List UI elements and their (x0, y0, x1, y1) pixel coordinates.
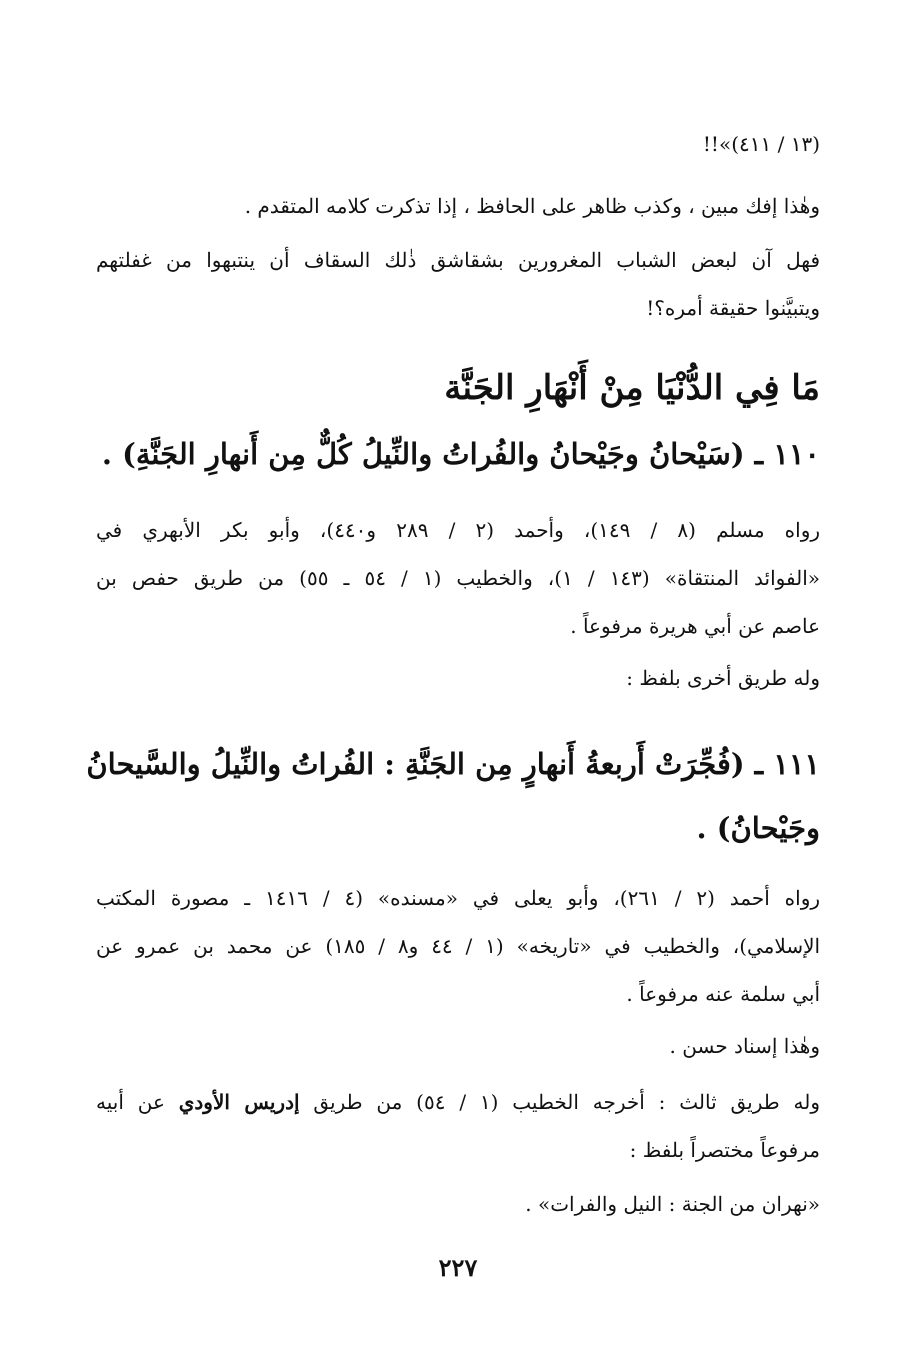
top-reference: (١٣ / ٤١١)»!! (702, 132, 820, 156)
paragraph-line: مرفوعاً مختصراً بلفظ : (629, 1138, 820, 1162)
paragraph-line: عاصم عن أبي هريرة مرفوعاً . (570, 614, 820, 638)
paragraph-line: الإسلامي)، والخطيب في «تاريخه» (١ / ٤٤ و٨ / ١٨٥) عن محمد بن عمرو عن (96, 934, 821, 958)
page-number: ٢٢٧ (438, 1253, 478, 1282)
text-span: عن أبيه (96, 1090, 179, 1114)
paragraph-line (96, 1086, 820, 1118)
hadith-110-text: ١١٠ ـ (سَيْحانُ وجَيْحانُ والفُراتُ والنِّيلُ كُلٌّ مِن أَنهارِ الجَنَّةِ) . (101, 437, 820, 471)
paragraph-line: وهٰذا إسناد حسن . (669, 1034, 820, 1058)
narrator-name: إدريس الأودي (178, 1090, 300, 1114)
paragraph-line: رواه مسلم (٨ / ١٤٩)، وأحمد (٢ / ٢٨٩ و٤٤٠)، وأبو بكر الأبهري في (96, 518, 821, 542)
paragraph-line: ويتبيَّنوا حقيقة أمره؟! (646, 296, 820, 320)
paragraph-line: فهل آن لبعض الشباب المغرورين بشقاشق ذٰلك السقاف أن ينتبهوا من غفلتهم (96, 248, 820, 272)
paragraph-line: وهٰذا إفك مبين ، وكذب ظاهر على الحافظ ، إذا تذكرت كلامه المتقدم . (244, 194, 820, 218)
section-heading: مَا فِي الدُّنْيَا مِنْ أَنْهَارِ الجَنَّة (444, 368, 820, 408)
hadith-111-text-line2: وجَيْحانُ) . (696, 811, 820, 845)
paragraph-line: وله طريق أخرى بلفظ : (626, 666, 820, 690)
text-span: وله طريق ثالث : أخرجه الخطيب (١ / ٥٤) من طريق (299, 1090, 820, 1114)
hadith-111-text-line1: ١١١ ـ (فُجِّرَتْ أَربعةُ أَنهارٍ مِن الجَنَّةِ : الفُراتُ والنِّيلُ والسَّيحانُ (86, 747, 820, 781)
paragraph-line: «الفوائد المنتقاة» (١٤٣ / ١)، والخطيب (١ / ٥٤ ـ ٥٥) من طريق حفص بن (96, 566, 821, 590)
paragraph-line: أبي سلمة عنه مرفوعاً . (626, 982, 820, 1006)
paragraph-line: رواه أحمد (٢ / ٢٦١)، وأبو يعلى في «مسنده» (٤ / ١٤١٦ ـ مصورة المكتب (96, 886, 821, 910)
hadith-quote: «نهران من الجنة : النيل والفرات» . (525, 1192, 820, 1216)
